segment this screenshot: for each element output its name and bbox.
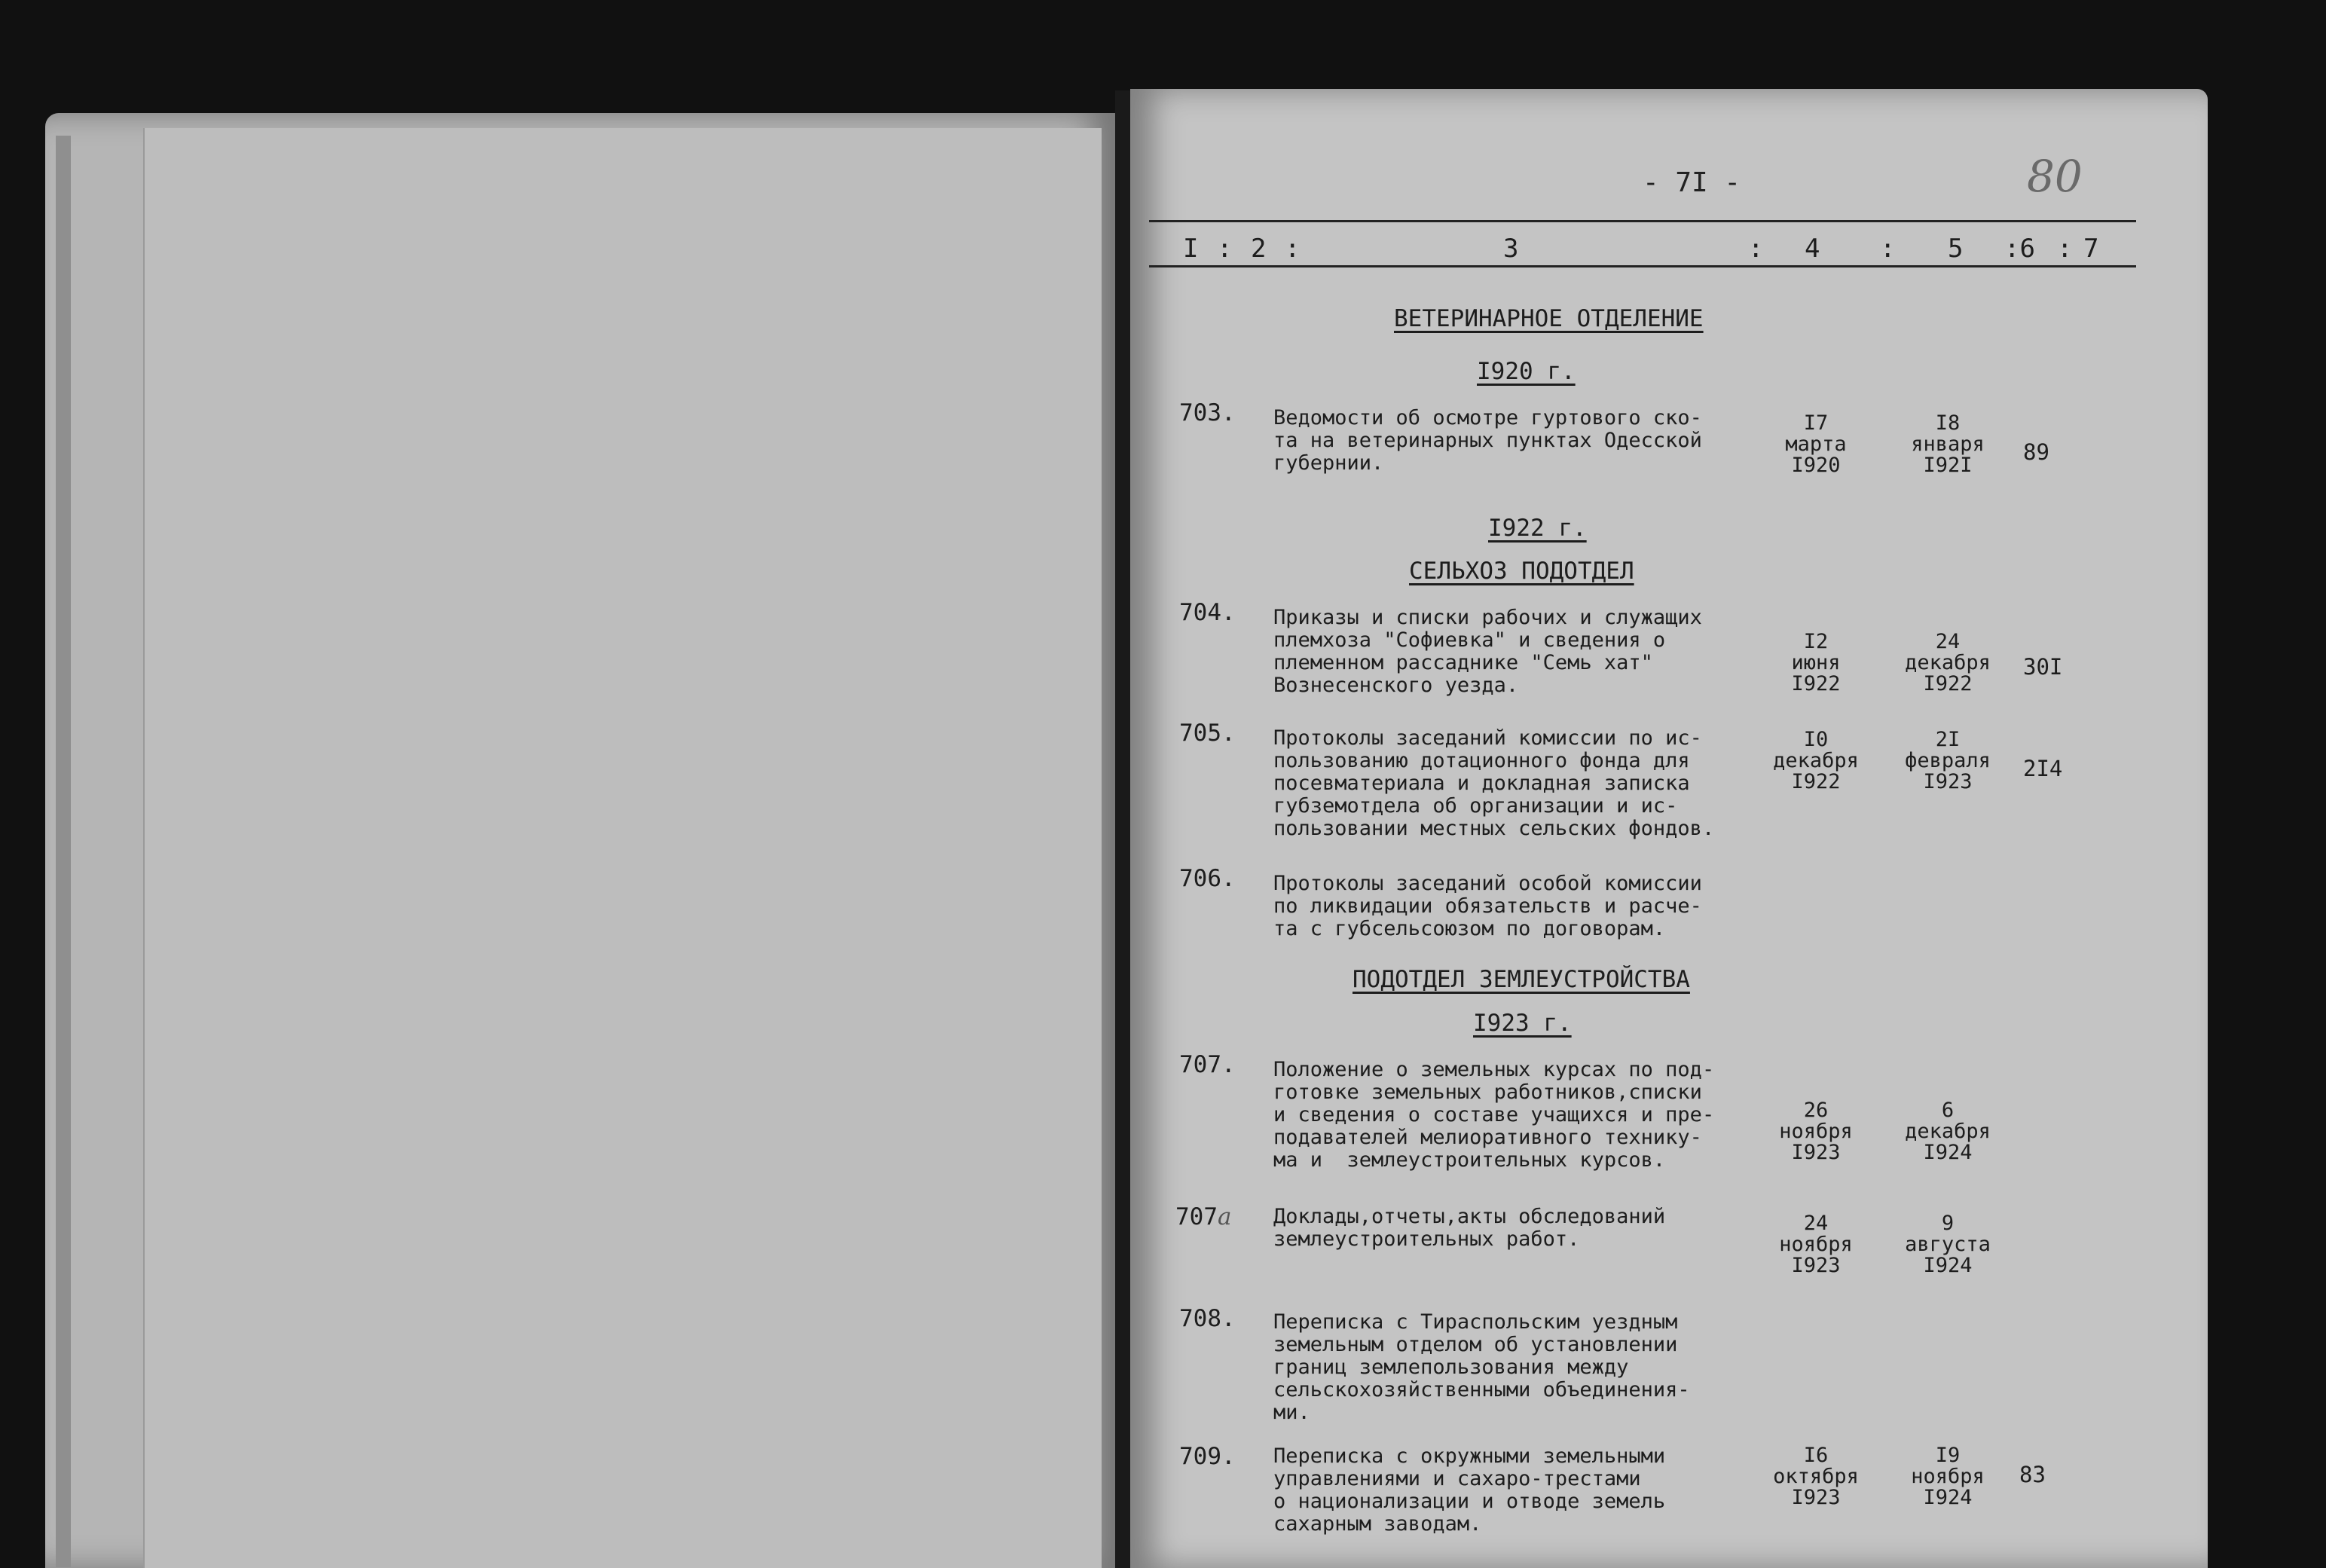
column-header-3: 3 (1503, 234, 1519, 264)
entry-number: 707. (1179, 1051, 1236, 1078)
handwritten-suffix: а (1218, 1203, 1232, 1230)
entry-description: Ведомости об осмотре гуртового ско- та на ветеринарных пунктах Одесской губернии. (1273, 406, 1702, 475)
year-heading: I923 г. (1473, 1010, 1572, 1037)
entry-start-date: I7 марта I920 (1785, 411, 1847, 477)
entry-end-date: I9 ноября I924 (1911, 1444, 1985, 1509)
entry-end-date: I8 января I92I (1911, 411, 1985, 477)
entry-start-date: 26 ноября I923 (1779, 1099, 1853, 1164)
entry-description: Положение о земельных курсах по под- готовке земельных работников,списки и сведения о составе учащихся и пре- подавателей мелиоративного технику- ма и землеустроительных курсов. (1273, 1058, 1715, 1172)
entry-description: Доклады,отчеты,акты обследований землеустроительных работ. (1273, 1205, 1666, 1251)
entry-start-date: I0 декабря I922 (1773, 728, 1859, 793)
column-separator: : (1285, 234, 1301, 264)
column-header-7: 7 (2083, 234, 2099, 264)
entry-sheet-count: 89 (2023, 439, 2049, 465)
year-heading: I922 г. (1488, 515, 1587, 542)
header-rule-top (1149, 220, 2136, 222)
entry-number: 706. (1179, 865, 1236, 892)
header-rule-bottom (1149, 265, 2136, 267)
entry-number: 707а (1175, 1203, 1232, 1230)
column-header-1: I (1183, 234, 1199, 264)
column-separator: : (1880, 234, 1896, 264)
column-header-5: 5 (1948, 234, 1964, 264)
column-separator: : (2057, 234, 2073, 264)
archive-sheet-number: 80 (2027, 151, 2083, 202)
column-separator: : (1748, 234, 1764, 264)
entry-end-date: 24 декабря I922 (1905, 630, 1991, 695)
entry-sheet-count: 2I4 (2023, 756, 2063, 781)
left-page-edge (56, 136, 71, 1567)
entry-description: Протоколы заседаний особой комиссии по ликвидации обязательств и расче- та с губсельсоюзом по договорам. (1273, 872, 1702, 940)
entry-number: 704. (1179, 599, 1236, 626)
column-header-6: :6 (2004, 234, 2035, 264)
entry-sheet-count: 30I (2023, 654, 2063, 680)
entry-start-date: 24 ноября I923 (1779, 1212, 1853, 1277)
section-heading: СЕЛЬХОЗ ПОДОТДЕЛ (1409, 558, 1634, 585)
entry-description: Переписка с окружными земельными управлениями и сахаро-трестами о национализации и отводе земель сахарным заводам. (1273, 1444, 1666, 1536)
column-separator: : (1217, 234, 1233, 264)
blank-sheet (143, 128, 1102, 1568)
section-heading: ВЕТЕРИНАРНОЕ ОТДЕЛЕНИЕ (1394, 305, 1704, 332)
entry-number: 705. (1179, 720, 1236, 747)
column-header-2: 2 (1251, 234, 1267, 264)
section-heading: ПОДОТДЕЛ ЗЕМЛЕУСТРОЙСТВА (1353, 966, 1690, 993)
entry-number: 703. (1179, 399, 1236, 426)
left-page (45, 113, 1115, 1568)
year-heading: I920 г. (1477, 358, 1576, 385)
entry-number: 708. (1179, 1305, 1236, 1332)
entry-end-date: 2I февраля I923 (1905, 728, 1991, 793)
entry-start-date: I2 июня I922 (1791, 630, 1841, 695)
entry-description: Приказы и списки рабочих и служащих племхоза "Софиевка" и сведения о племенном рассаднике "Семь хат" Вознесенского уезда. (1273, 606, 1702, 697)
page-number: - 7I - (1643, 167, 1741, 198)
entry-description: Переписка с Тираспольским уездным земельным отделом об установлении границ землепользования между сельскохозяйственными объединения- ми. (1273, 1310, 1690, 1424)
entry-end-date: 6 декабря I924 (1905, 1099, 1991, 1164)
entry-start-date: I6 октября I923 (1773, 1444, 1859, 1509)
entry-description: Протоколы заседаний комиссии по ис- пользованию дотационного фонда для посевматериала и докладная записка губземотдела об организации и ис- пользовании местных сельских фондов. (1273, 726, 1715, 840)
entry-sheet-count: 83 (2019, 1462, 2046, 1487)
column-header-4: 4 (1805, 234, 1820, 264)
entry-end-date: 9 августа I924 (1905, 1212, 1991, 1277)
entry-number: 709. (1179, 1443, 1236, 1470)
